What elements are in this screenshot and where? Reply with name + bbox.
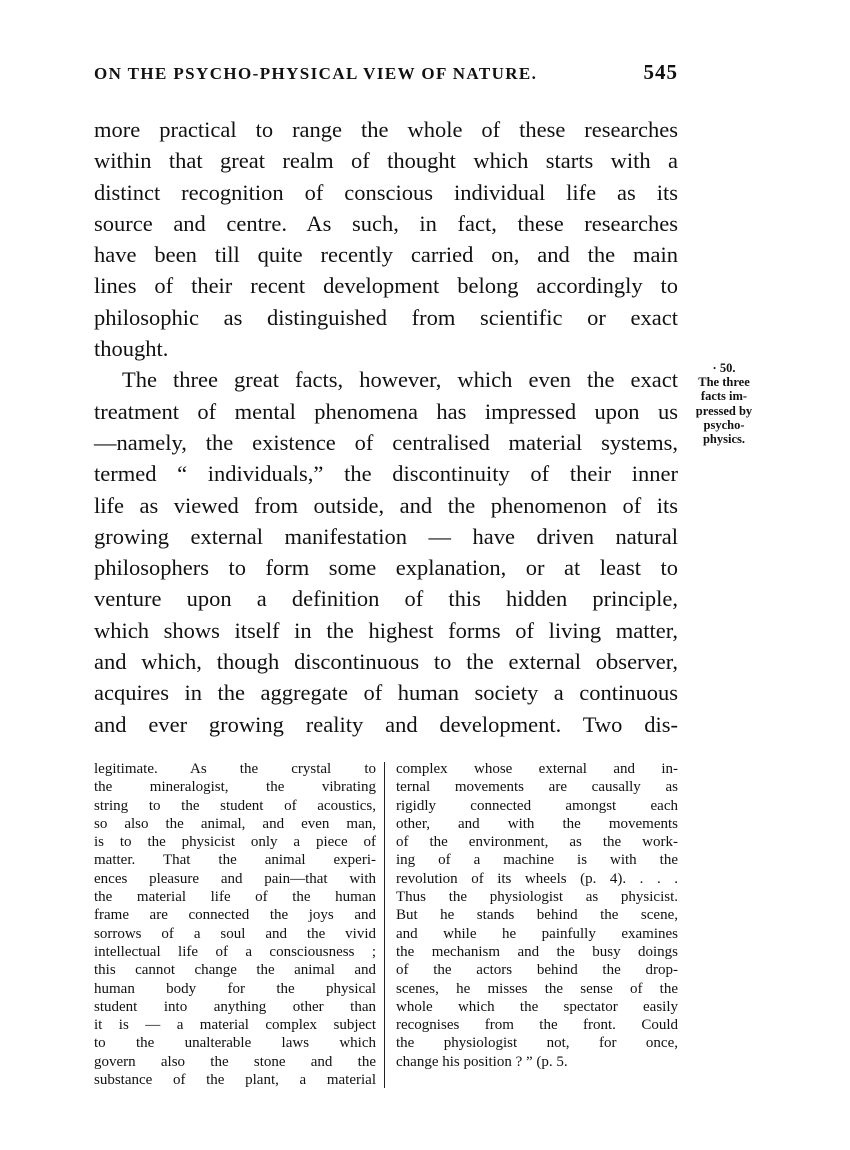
text-line: more practical to range the whole of these researches	[94, 117, 678, 142]
footnote-line: human body for the physical	[94, 980, 376, 997]
text-line: life as viewed from outside, and the phenomenon of its	[94, 492, 678, 518]
margin-note-line: psycho-	[703, 417, 745, 432]
footnote-line: sorrows of a soul and the vivid	[94, 925, 376, 942]
footnote-line: the physiologist not, for once,	[396, 1035, 678, 1052]
footnote-column-right	[396, 760, 678, 1071]
text-line: treatment of mental phenomena has impressed upon us	[94, 398, 678, 424]
footnote-line: substance of the plant, a material	[94, 1072, 376, 1089]
text-line: venture upon a definition of this hidden principle,	[94, 586, 678, 612]
footnote-line: legitimate. As the crystal to	[94, 761, 376, 777]
footnote-line: it is — a material complex subject	[94, 1017, 376, 1034]
text-line: thought.	[94, 336, 169, 362]
main-text	[94, 114, 678, 740]
footnote-line: of the actors behind the drop-	[396, 962, 678, 979]
footnote-column-left	[94, 760, 376, 1089]
text-line: distinct recognition of conscious individual life as its	[94, 179, 678, 205]
footnote-line: whole which the spectator easily	[396, 998, 678, 1015]
text-line: acquires in the aggregate of human society a continuous	[94, 680, 678, 706]
footnote-line: But he stands behind the scene,	[396, 907, 678, 924]
footnote-line: change his position ? ” (p. 5.	[396, 1053, 568, 1070]
footnote-line: student into anything other than	[94, 998, 376, 1015]
text-line: source and centre. As such, in fact, these researches	[94, 210, 678, 236]
footnote-line: intellectual life of a consciousness ;	[94, 943, 376, 960]
footnote-line: frame are connected the joys and	[94, 907, 376, 924]
footnote-line: so also the animal, and even man,	[94, 815, 376, 832]
footnote-line: Thus the physiologist as physicist.	[396, 889, 678, 906]
margin-note-line: physics.	[702, 432, 746, 447]
page-number: 545	[643, 60, 678, 84]
footnote-line: of the environment, as the work-	[396, 834, 678, 851]
running-title: ON THE PSYCHO-PHYSICAL VIEW OF NATURE.	[94, 64, 538, 83]
footnote-line: revolution of its wheels (p. 4). . . .	[396, 870, 678, 887]
text-line: and which, though discontinuous to the external observer,	[94, 649, 678, 675]
text-line: and ever growing reality and development. Two dis-	[94, 711, 678, 737]
text-line: growing external manifestation — have driven natural	[94, 523, 678, 549]
margin-note-line: The three	[698, 375, 750, 390]
margin-note-line: pressed by	[695, 403, 753, 418]
footnote-line: ing of a machine is with the	[396, 852, 678, 869]
footnote-line: the mechanism and the busy doings	[396, 943, 678, 960]
footnote-line: the material life of the human	[94, 889, 376, 906]
text-line: termed “ individuals,” the discontinuity of their inner	[94, 461, 678, 487]
footnote-line: is to the physicist only a piece of	[94, 834, 376, 851]
footnote-line: and while he painfully examines	[396, 925, 678, 942]
footnote-line: other, and with the movements	[396, 815, 678, 832]
margin-note-line: facts im-	[700, 389, 748, 404]
margin-note-number: · 50.	[712, 361, 736, 375]
footnote-line: ences pleasure and pain—that with	[94, 870, 376, 887]
text-line: within that great realm of thought which starts with a	[94, 148, 678, 174]
text-line: philosophers to form some explanation, or at least to	[94, 555, 678, 581]
footnote-line: ternal movements are causally as	[396, 779, 678, 796]
text-line: which shows itself in the highest forms of living matter,	[94, 617, 678, 643]
margin-note	[679, 361, 769, 446]
footnotes	[94, 760, 678, 1090]
footnote-line: complex whose external and in-	[396, 761, 678, 777]
footnote-line: recognises from the front. Could	[396, 1017, 678, 1034]
footnote-line: this cannot change the animal and	[94, 962, 376, 979]
footnote-line: matter. That the animal experi-	[94, 852, 376, 869]
footnote-line: govern also the stone and the	[94, 1053, 376, 1070]
footnote-line: to the unalterable laws which	[94, 1035, 376, 1052]
text-line: philosophic as distinguished from scientific or exact	[94, 304, 678, 330]
text-line: have been till quite recently carried on, and the main	[94, 242, 678, 268]
footnote-line: scenes, he misses the sense of the	[396, 980, 678, 997]
text-line: The three great facts, however, which even the exact	[122, 367, 678, 393]
footnote-line: the mineralogist, the vibrating	[94, 779, 376, 796]
footnote-line: string to the student of acoustics,	[94, 797, 376, 814]
footnote-column-divider	[384, 762, 385, 1088]
running-header	[94, 60, 678, 85]
text-line: —namely, the existence of centralised material systems,	[94, 429, 678, 455]
footnote-line: rigidly connected amongst each	[396, 797, 678, 814]
text-line: lines of their recent development belong accordingly to	[94, 273, 678, 299]
